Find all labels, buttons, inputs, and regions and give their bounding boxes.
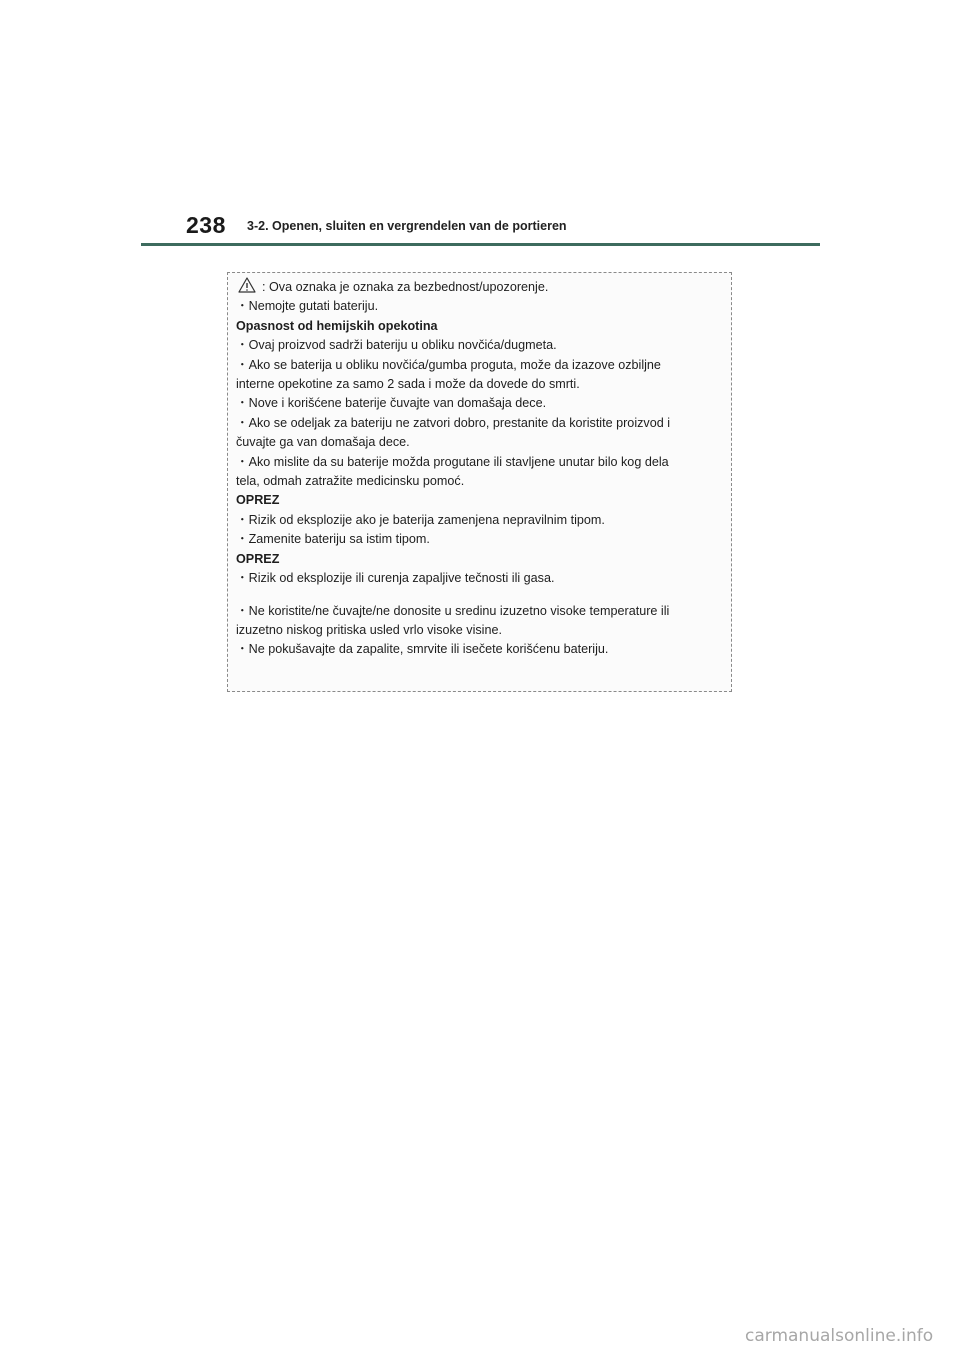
warning-heading-caution-1: OPREZ: [236, 493, 280, 508]
warning-line-10: tela, odmah zatražite medicinsku pomoć.: [236, 474, 465, 489]
warning-line-6: ・Nove i korišćene baterije čuvajte van domašaja dece.: [236, 396, 547, 411]
warning-text-block: [236, 277, 726, 660]
warning-heading-caution-2: OPREZ: [236, 551, 280, 566]
warning-line-0: [236, 277, 726, 297]
warning-line-12: ・Rizik od eksplozije ako je baterija zamenjena nepravilnim tipom.: [236, 512, 605, 527]
warning-line-17: izuzetno niskog pritiska usled vrlo visoke visine.: [236, 622, 502, 637]
warning-line-1: ・Nemojte gutati bateriju.: [236, 299, 379, 314]
warning-line-8: čuvajte ga van domašaja dece.: [236, 435, 410, 450]
header-divider: [141, 243, 820, 246]
warning-line-7: ・Ako se odeljak za bateriju ne zatvori dobro, prestanite da koristite proizvod i: [236, 415, 671, 430]
warning-line-text: : Ova oznaka je oznaka za bezbednost/upozorenje.: [262, 280, 549, 294]
warning-triangle-icon: [238, 277, 256, 293]
warning-line-18: ・Ne pokušavajte da zapalite, smrvite ili isečete korišćenu bateriju.: [236, 642, 609, 657]
warning-heading-chemical-burn: Opasnost od hemijskih opekotina: [236, 318, 438, 333]
section-title: 3-2. Openen, sluiten en vergrendelen van de portieren: [247, 219, 567, 233]
battery-warning-box: [227, 272, 732, 692]
site-watermark: carmanualsonline.info: [745, 1326, 934, 1346]
page-number: 238: [186, 212, 226, 238]
warning-line-3: ・Ovaj proizvod sadrži bateriju u obliku novčića/dugmeta.: [236, 338, 557, 353]
warning-line-13: ・Zamenite bateriju sa istim tipom.: [236, 532, 430, 547]
warning-line-9: ・Ako mislite da su baterije možda progutane ili stavljene unutar bilo kog dela: [236, 454, 669, 469]
warning-line-4: ・Ako se baterija u obliku novčića/gumba proguta, može da izazove ozbiljne: [236, 357, 661, 372]
warning-line-5: interne opekotine za samo 2 sada i može da dovede do smrti.: [236, 377, 580, 392]
warning-line-15: ・Rizik od eksplozije ili curenja zapaljive tečnosti ili gasa.: [236, 571, 555, 586]
warning-line-16: ・Ne koristite/ne čuvajte/ne donosite u sredinu izuzetno visoke temperature ili: [236, 603, 670, 618]
